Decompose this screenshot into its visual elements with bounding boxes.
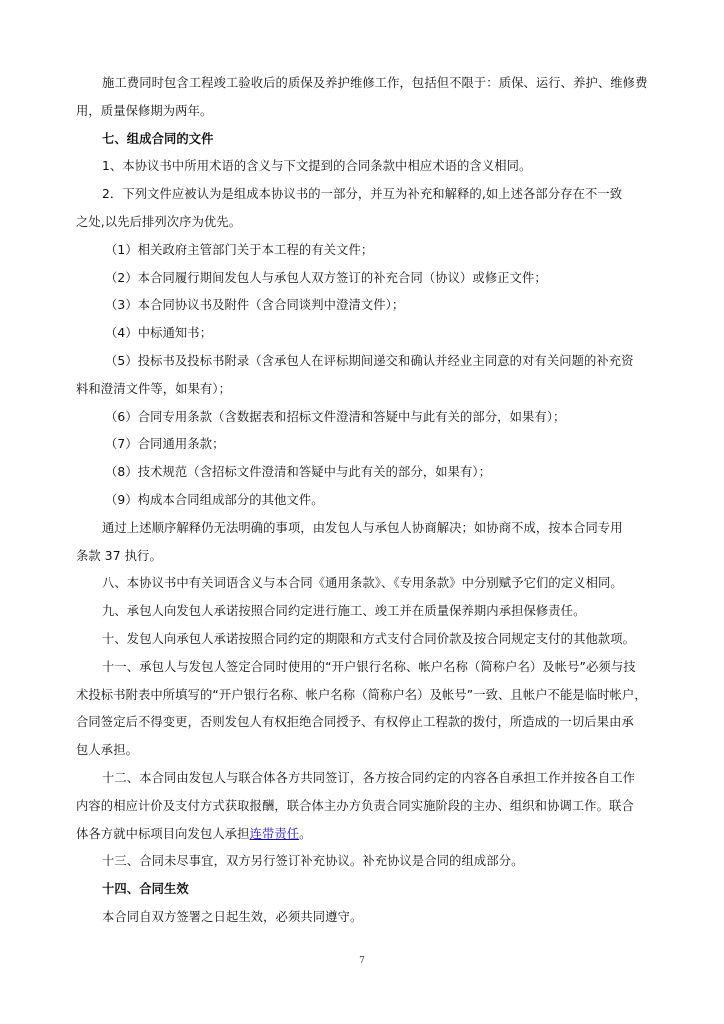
text-line [76,459,652,487]
text-line [76,98,652,126]
text-line [76,682,652,710]
text-line [76,848,652,876]
line-text: 用，质量保修期为两年。 [76,103,213,118]
line-text: （4）中标通知书； [105,326,213,341]
text-line [76,793,652,821]
line-suffix: 。 [299,826,312,841]
text-line [76,348,652,376]
line-text: 九、承包人向发包人承诺按照合同约定进行施工、竣工并在质量保养期内承担保修责任。 [102,604,586,619]
text-line [76,654,652,682]
text-line [76,209,652,237]
line-text: 术投标书附表中所填写的“开户银行名称、帐户名称（简称户名）及帐号”一致、且帐户不能是临时帐户， [76,687,647,702]
text-line [76,404,652,432]
line-text: 十、发包人向承包人承诺按照合同约定的期限和方式支付合同价款及按合同规定支付的其他款项。 [102,631,636,646]
text-line [76,153,652,181]
line-text: 施工费同时包含工程竣工验收后的质保及养护维修工作，包括但不限于：质保、运行、养护、维修费 [102,76,648,90]
line-text: 包人承担。 [76,743,138,758]
line-text: 七、组成合同的文件 [102,131,214,146]
line-text: 料和澄清文件等，如果有）； [76,381,232,396]
line-text: 之处,以先后排列次序为优先。 [76,214,242,229]
text-line [76,237,652,265]
line-text: （3）本合同协议书及附件（含合同谈判中澄清文件）； [105,298,405,313]
text-line [76,320,652,348]
line-text: （5）投标书及投标书附录（含承包人在评标期间递交和确认并经业主同意的对有关问题的补充资 [105,353,634,368]
line-text: （2）本合同履行期间发包人与承包人双方签订的补充合同（协议）或修正文件； [105,270,547,285]
text-line [76,543,652,571]
text-line [76,598,652,626]
line-text: 十二、本合同由发包人与联合体各方共同签订，各方按合同约定的内容各自承担工作并按各自工作 [102,770,636,785]
line-text: 本合同自双方签署之日起生效，必须共同遵守。 [102,909,363,924]
line-text: 通过上述顺序解释仍无法明确的事项，由发包人与承包人协商解决；如协商不成，按本合同专用 [102,520,623,535]
section-heading [76,876,652,904]
line-text: （7）合同通用条款； [105,437,225,452]
line-text: 八、本协议书中有关词语含义与本合同《通用条款》、《专用条款》中分别赋予它们的定义相同。 [102,576,623,591]
line-text: （1）相关政府主管部门关于本工程的有关文件； [105,242,374,257]
line-text: （9）构成本合同组成部分的其他文件。 [105,492,324,507]
text-line [76,515,652,543]
text-line [76,376,652,404]
text-line [76,265,652,293]
text-line [76,487,652,515]
line-text: 1、本协议书中所用术语的含义与下文提到的合同条款中相应术语的含义相同。 [102,159,532,174]
text-line [76,904,652,932]
text-line [76,570,652,598]
line-text: （8）技术规范（含招标文件澄清和答疑中与此有关的部分，如果有）； [105,465,492,480]
text-line [76,431,652,459]
line-text: 体各方就中标项目向发包人承担 [76,826,250,841]
text-line [76,709,652,737]
text-line [76,737,652,765]
line-text: （6）合同专用条款（含数据表和招标文件澄清和答疑中与此有关的部分，如果有）； [105,409,566,424]
line-text: 合同签定后不得变更，否则发包人有权拒绝合同授予、有权停止工程款的拨付，所造成的一切后果由承 [76,715,634,730]
line-text: 十四、合同生效 [102,882,189,897]
line-text: 条款 37 执行。 [76,548,162,563]
document-body [76,70,652,932]
text-line [76,626,652,654]
page-number: 7 [359,956,365,966]
line-text: 十一、承包人与发包人签定合同时使用的“开户银行名称、帐户名称（简称户名）及帐号”必须与技 [102,659,636,674]
joint-liability-link[interactable]: 连带责任 [249,826,300,841]
text-line [76,292,652,320]
text-line [76,70,652,98]
line-text: 十三、合同未尽事宜，双方另行签订补充协议。补充协议是合同的组成部分。 [102,854,524,869]
text-line [76,181,652,209]
text-line [76,821,652,849]
line-text: 内容的相应计价及支付方式获取报酬，联合体主办方负责合同实施阶段的主办、组织和协调工作。联合 [76,798,634,813]
line-text: 2．下列文件应被认为是组成本协议书的一部分，并互为补充和解释的,如上述各部分存在不一致 [102,187,623,202]
text-line [76,765,652,793]
section-heading [76,126,652,154]
